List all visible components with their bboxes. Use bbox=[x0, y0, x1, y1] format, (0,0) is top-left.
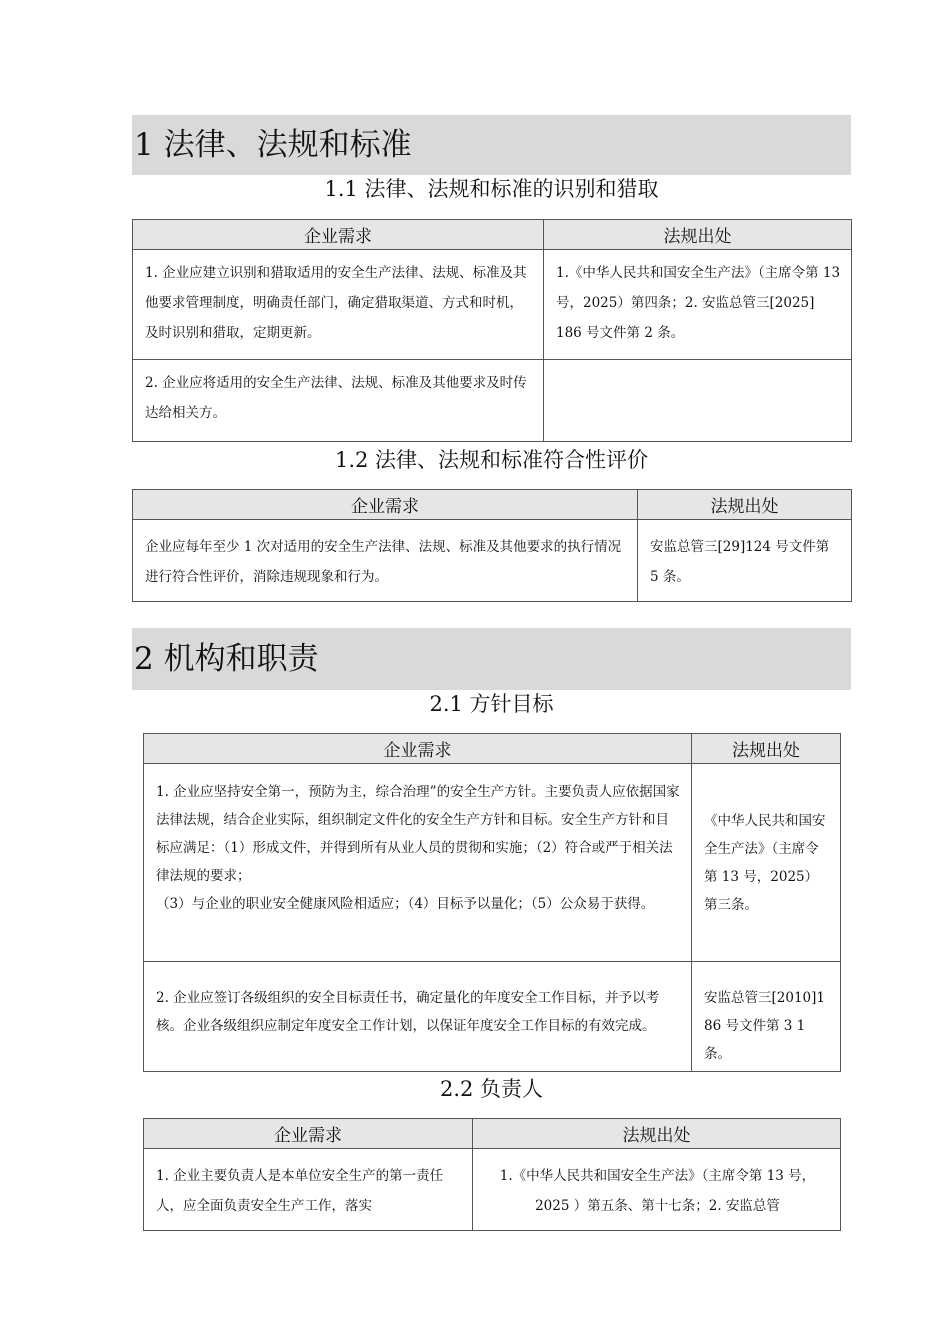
requirement-cell: 1. 企业主要负责人是本单位安全生产的第一责任人，应全面负责安全生产工作，落实 bbox=[144, 1149, 473, 1231]
table-2-2 bbox=[143, 1118, 841, 1231]
column-header-requirement: 企业需求 bbox=[144, 734, 692, 764]
table-row bbox=[133, 250, 852, 360]
subsection-1-1-title: 1.1 法律、法规和标准的识别和猎取 bbox=[324, 177, 659, 201]
table-1-2 bbox=[132, 489, 852, 602]
requirement-text-part-2: （3）与企业的职业安全健康风险相适应；（4）目标予以量化；（5）公众易于获得。 bbox=[156, 896, 655, 912]
table-row bbox=[144, 962, 841, 1072]
source-cell: 安监总管三[29]124 号文件第 5 条。 bbox=[638, 520, 852, 602]
requirement-cell: 企业应每年至少 1 次对适用的安全生产法律、法规、标准及其他要求的执行情况进行符合性评价，消除违规现象和行为。 bbox=[133, 520, 638, 602]
section-2-heading: 2 机构和职责 bbox=[132, 628, 851, 690]
source-cell bbox=[544, 360, 852, 442]
table-row bbox=[144, 1149, 841, 1231]
table-row bbox=[133, 520, 852, 602]
column-header-source: 法规出处 bbox=[692, 734, 841, 764]
requirement-cell bbox=[144, 764, 692, 962]
table-row bbox=[144, 764, 841, 962]
source-cell: 《中华人民共和国安全生产法》（主席令第 13 号，2025）第三条。 bbox=[692, 764, 841, 962]
column-header-requirement: 企业需求 bbox=[133, 220, 544, 250]
requirement-cell: 2. 企业应将适用的安全生产法律、法规、标准及其他要求及时传达给相关方。 bbox=[133, 360, 544, 442]
column-header-source: 法规出处 bbox=[544, 220, 852, 250]
table-row bbox=[133, 360, 852, 442]
source-cell: 1.《中华人民共和国安全生产法》（主席令第 13 号，2025）第四条；2. 安监总管三[2025] 186 号文件第 2 条。 bbox=[544, 250, 852, 360]
requirement-cell: 2. 企业应签订各级组织的安全目标责任书，确定量化的年度安全工作目标，并予以考核。企业各级组织应制定年度安全工作计划，以保证年度安全工作目标的有效完成。 bbox=[144, 962, 692, 1072]
column-header-requirement: 企业需求 bbox=[133, 490, 638, 520]
table-1-1 bbox=[132, 219, 852, 442]
subsection-2-1-title: 2.1 方针目标 bbox=[429, 692, 554, 716]
source-cell: 安监总管三[2010]186 号文件第 3 1 条。 bbox=[692, 962, 841, 1072]
requirement-cell: 1. 企业应建立识别和猎取适用的安全生产法律、法规、标准及其他要求管理制度，明确责任部门，确定猎取渠道、方式和时机，及时识别和猎取，定期更新。 bbox=[133, 250, 544, 360]
table-2-1 bbox=[143, 733, 841, 1072]
column-header-requirement: 企业需求 bbox=[144, 1119, 473, 1149]
subsection-2-2-title: 2.2 负责人 bbox=[439, 1077, 544, 1101]
column-header-source: 法规出处 bbox=[473, 1119, 841, 1149]
subsection-1-2-title: 1.2 法律、法规和标准符合性评价 bbox=[334, 448, 649, 472]
section-1-heading: 1 法律、法规和标准 bbox=[132, 115, 851, 175]
column-header-source: 法规出处 bbox=[638, 490, 852, 520]
source-cell: 1.《中华人民共和国安全生产法》（主席令第 13 号，2025 ）第五条、第十七条；2. 安监总管 bbox=[473, 1149, 841, 1231]
requirement-text-part-1: 1. 企业应坚持安全第一，预防为主，综合治理”的安全生产方针。主要负责人应依据国家法律法规，结合企业实际，组织制定文件化的安全生产方针和目标。安全生产方针和目标应满足：（1）形成文件，并得到所有从业人员的贯彻和实施；（2）符合或严于相关法律法规的要求； bbox=[156, 784, 680, 884]
